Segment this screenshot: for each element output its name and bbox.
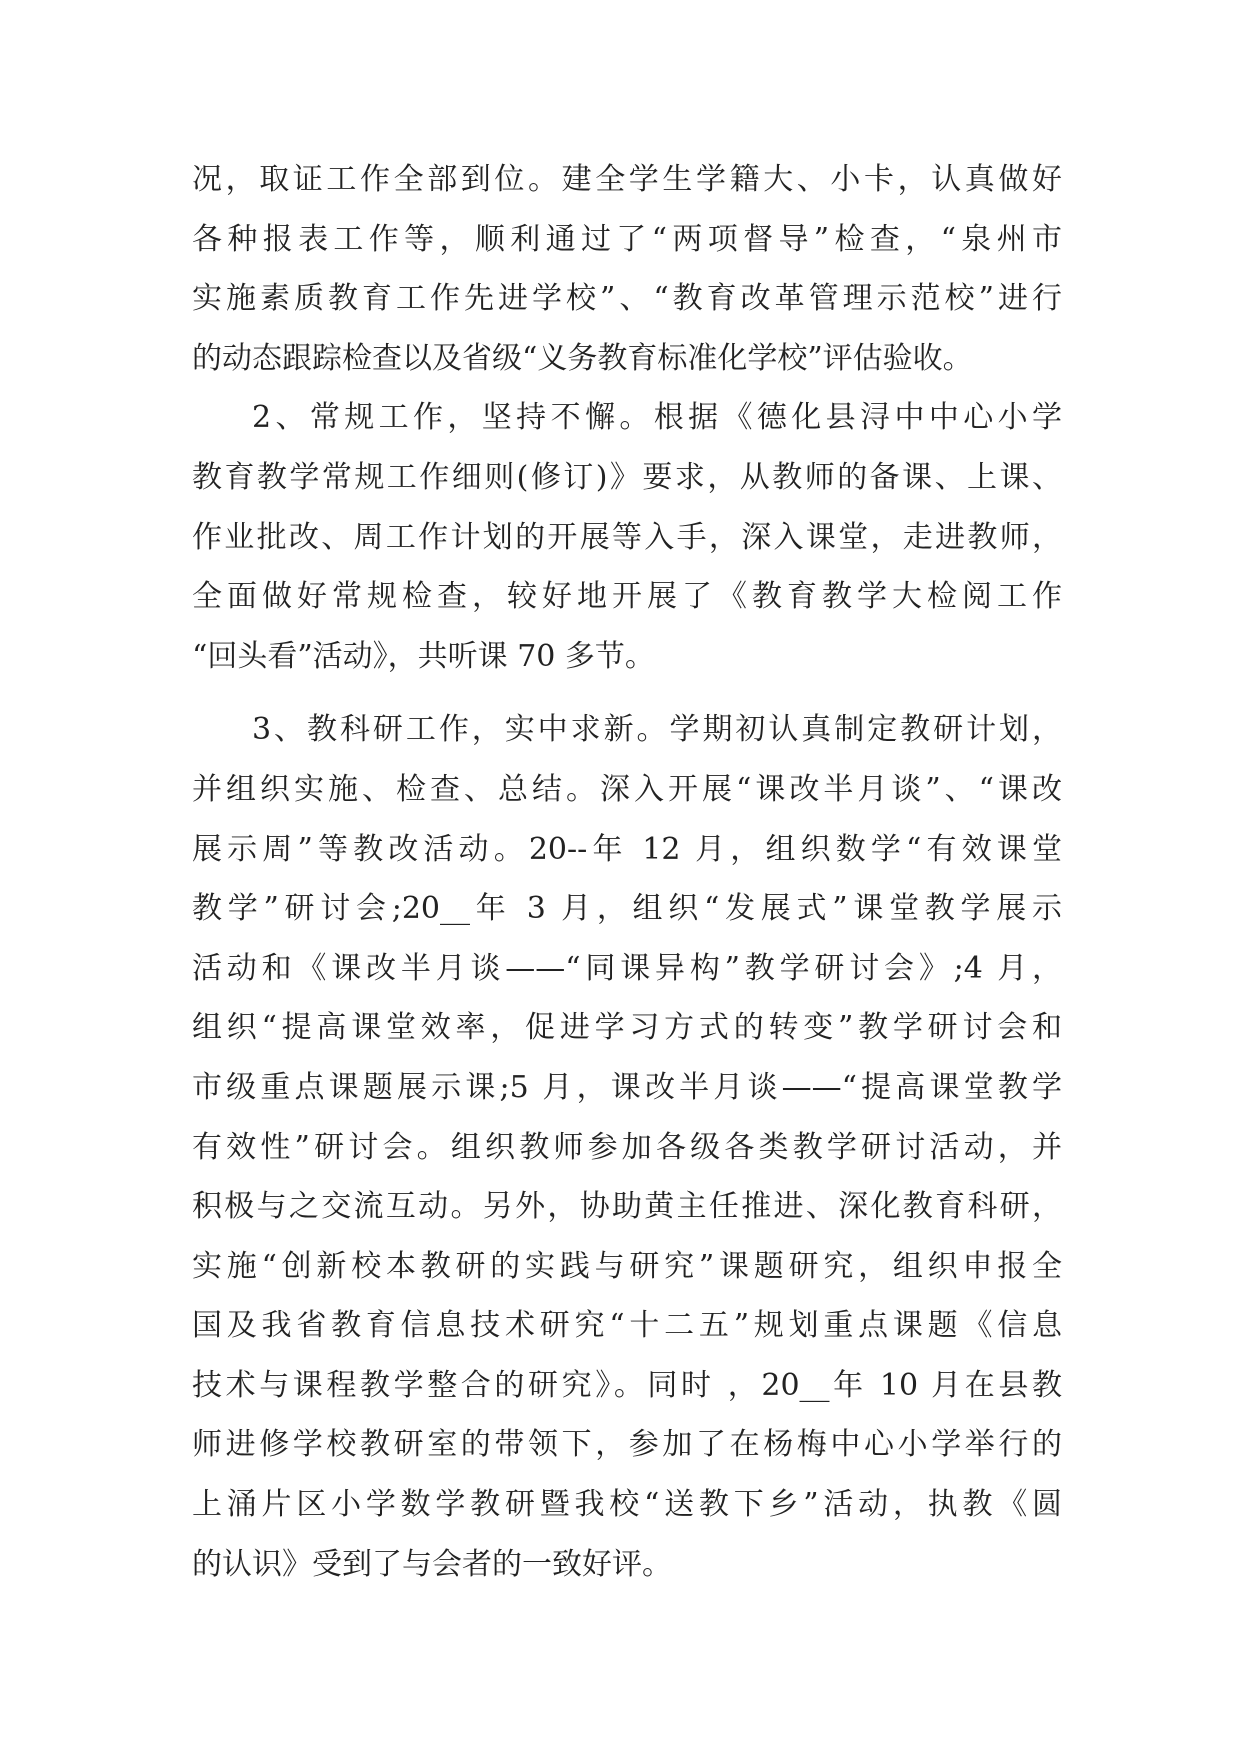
text-line: 的认识》受到了与会者的一致好评。 bbox=[192, 1546, 672, 1582]
text-line: 技术与课程教学整合的研究》。同时 ，20__年 10 月在县教 bbox=[192, 1367, 1062, 1403]
text-line: 上涌片区小学数学教研暨我校“送教下乡”活动，执教《圆 bbox=[192, 1487, 1062, 1523]
text-line: 教育教学常规工作细则(修订)》要求，从教师的备课、上课、 bbox=[192, 459, 1062, 495]
paragraph-research-work bbox=[192, 700, 1062, 1594]
text-line: 有效性”研讨会。组织教师参加各级各类教学研讨活动，并 bbox=[192, 1129, 1062, 1165]
text-line: 实施素质教育工作先进学校”、“教育改革管理示范校”进行 bbox=[192, 281, 1062, 317]
text-line: 并组织实施、检查、总结。深入开展“课改半月谈”、“课改 bbox=[192, 771, 1062, 807]
text-line: 活动和《课改半月谈——“同课异构”教学研讨会》;4 月， bbox=[192, 950, 1062, 986]
paragraph-gap bbox=[192, 686, 1062, 700]
text-line: 国及我省教育信息技术研究“十二五”规划重点课题《信息 bbox=[192, 1308, 1062, 1344]
text-line: 展示周”等教改活动。20--年 12 月，组织数学“有效课堂 bbox=[192, 831, 1062, 867]
text-line: 教学”研讨会;20__年 3 月，组织“发展式”课堂教学展示 bbox=[192, 891, 1062, 927]
text-line: 3、教科研工作，实中求新。学期初认真制定教研计划， bbox=[252, 712, 1062, 748]
text-line: 作业批改、周工作计划的开展等入手，深入课堂，走进教师， bbox=[192, 519, 1062, 555]
text-line: 2、常规工作，坚持不懈。根据《德化县浔中中心小学 bbox=[252, 400, 1062, 436]
text-line: 师进修学校教研室的带领下，参加了在杨梅中心小学举行的 bbox=[192, 1427, 1062, 1463]
document-body bbox=[192, 150, 1062, 1594]
paragraph-routine-work bbox=[192, 388, 1062, 686]
paragraph-continuation bbox=[192, 150, 1062, 388]
text-line: 的动态跟踪检查以及省级“义务教育标准化学校”评估验收。 bbox=[192, 340, 973, 376]
text-line: 各种报表工作等，顺利通过了“两项督导”检查，“泉州市 bbox=[192, 221, 1062, 257]
text-line: 积极与之交流互动。另外，协助黄主任推进、深化教育科研， bbox=[192, 1189, 1062, 1225]
text-line: 组织“提高课堂效率，促进学习方式的转变”教学研讨会和 bbox=[192, 1010, 1062, 1046]
text-line: 况，取证工作全部到位。建全学生学籍大、小卡，认真做好 bbox=[192, 162, 1062, 197]
text-line: 市级重点课题展示课;5 月，课改半月谈——“提高课堂教学 bbox=[192, 1069, 1062, 1105]
text-line: “回头看”活动》，共听课 70 多节。 bbox=[192, 638, 655, 674]
text-line: 实施“创新校本教研的实践与研究”课题研究，组织申报全 bbox=[192, 1248, 1062, 1284]
text-line: 全面做好常规检查，较好地开展了《教育教学大检阅工作 bbox=[192, 579, 1062, 615]
